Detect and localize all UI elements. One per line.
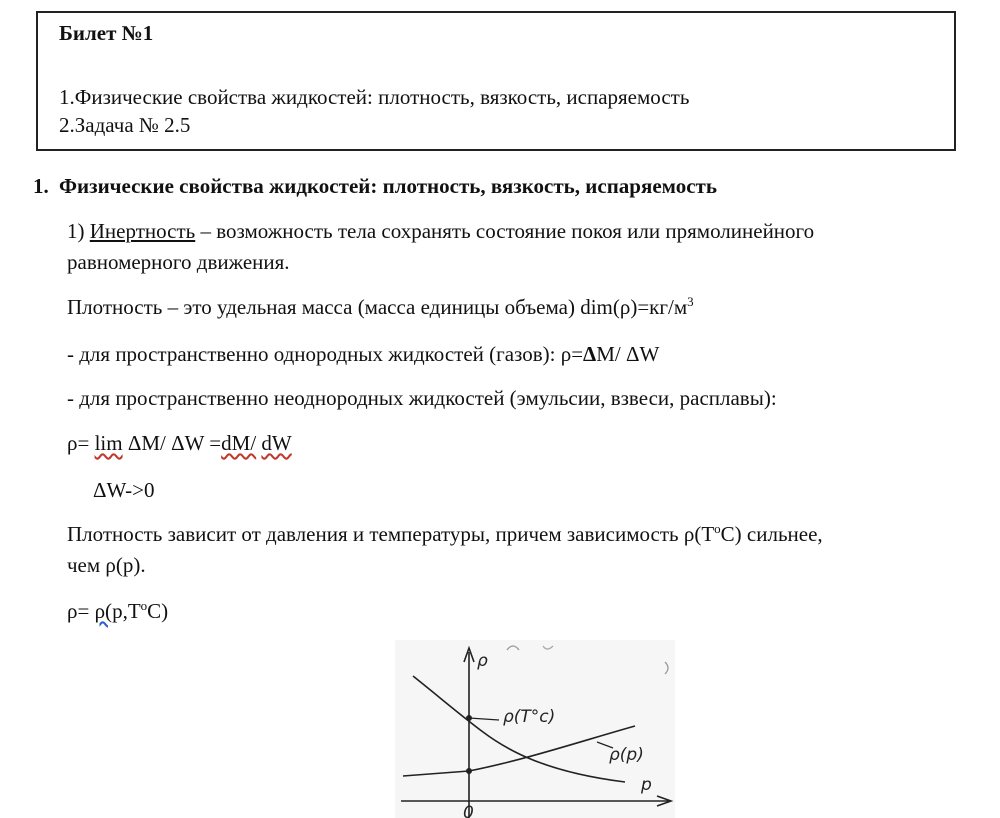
curve-temperature xyxy=(413,676,625,782)
density-graph-figure xyxy=(395,640,675,818)
ticket-title: Билет №1 xyxy=(59,21,154,45)
formula-middle: ΔM/ ΔW = xyxy=(122,431,222,455)
dependency-text-end: C) сильнее, xyxy=(720,522,823,546)
ticket-question-1: 1.Физические свойства жидкостей: плотность, вязкость, испаряемость xyxy=(59,85,690,109)
homogeneous-text: - для пространственно однородных жидкостей (газов): ρ= xyxy=(67,342,584,366)
x-axis-label: p xyxy=(641,775,652,795)
dependency-degree: o xyxy=(714,521,721,536)
density-definition-text: Плотность – это удельная масса (масса единицы объема) dim(ρ)=кг/м xyxy=(67,295,688,319)
function-args: p,T xyxy=(112,599,141,623)
paragraph-dependency-line-1 xyxy=(67,519,823,550)
function-rho: ρ= xyxy=(67,599,95,623)
section-heading xyxy=(33,174,717,199)
paragraph-homogeneous xyxy=(67,339,659,370)
section-number: 1. xyxy=(33,174,49,198)
curve-temperature-label: ρ(T°c) xyxy=(503,707,556,727)
function-rho-open: ρ( xyxy=(94,599,113,623)
paragraph-inertia-line-2: равномерного движения. xyxy=(67,250,290,274)
homogeneous-formula: M/ ΔW xyxy=(596,342,660,366)
curve-pressure xyxy=(403,726,635,776)
y-axis-label: ρ xyxy=(477,651,488,671)
dependency-text-start: Плотность зависит от давления и температуры, причем зависимость ρ(T xyxy=(67,522,715,546)
curve-pressure-label: ρ(p) xyxy=(609,745,644,765)
paragraph-inhomogeneous: - для пространственно неоднородных жидкостей (эмульсии, взвеси, расплавы): xyxy=(67,386,777,410)
origin-label: 0 xyxy=(463,803,474,818)
ticket-question-2: 2.Задача № 2.5 xyxy=(59,113,191,137)
scan-artifact xyxy=(543,646,553,649)
paragraph-density-definition xyxy=(67,292,694,323)
label-leader-temperature xyxy=(469,718,499,720)
density-graph xyxy=(395,640,675,818)
point-pressure-intercept xyxy=(466,768,472,774)
function-degree: o xyxy=(140,598,148,613)
homogeneous-delta: Δ xyxy=(583,342,597,366)
formula-dm: dM/ xyxy=(221,431,257,455)
formula-lim: lim xyxy=(94,431,123,455)
function-end: C) xyxy=(147,599,169,623)
formula-limit-condition: ΔW->0 xyxy=(93,478,155,502)
scan-artifact xyxy=(507,646,519,650)
inertia-term: Инертность xyxy=(89,219,196,243)
section-title: Физические свойства жидкостей: плотность, вязкость, испаряемость xyxy=(59,174,717,198)
density-unit-exponent: 3 xyxy=(687,294,694,309)
formula-rho: ρ= xyxy=(67,431,95,455)
ticket-box xyxy=(36,11,956,151)
paragraph-inertia-line-1 xyxy=(67,216,814,247)
inertia-prefix: 1) xyxy=(67,219,90,243)
paragraph-dependency-line-2: чем ρ(p). xyxy=(67,553,146,577)
scan-artifact xyxy=(665,662,668,674)
formula-function xyxy=(67,596,168,627)
formula-dw: dW xyxy=(261,431,292,455)
formula-limit xyxy=(67,428,292,459)
inertia-text: – возможность тела сохранять состояние покоя или прямолинейного xyxy=(195,219,815,243)
